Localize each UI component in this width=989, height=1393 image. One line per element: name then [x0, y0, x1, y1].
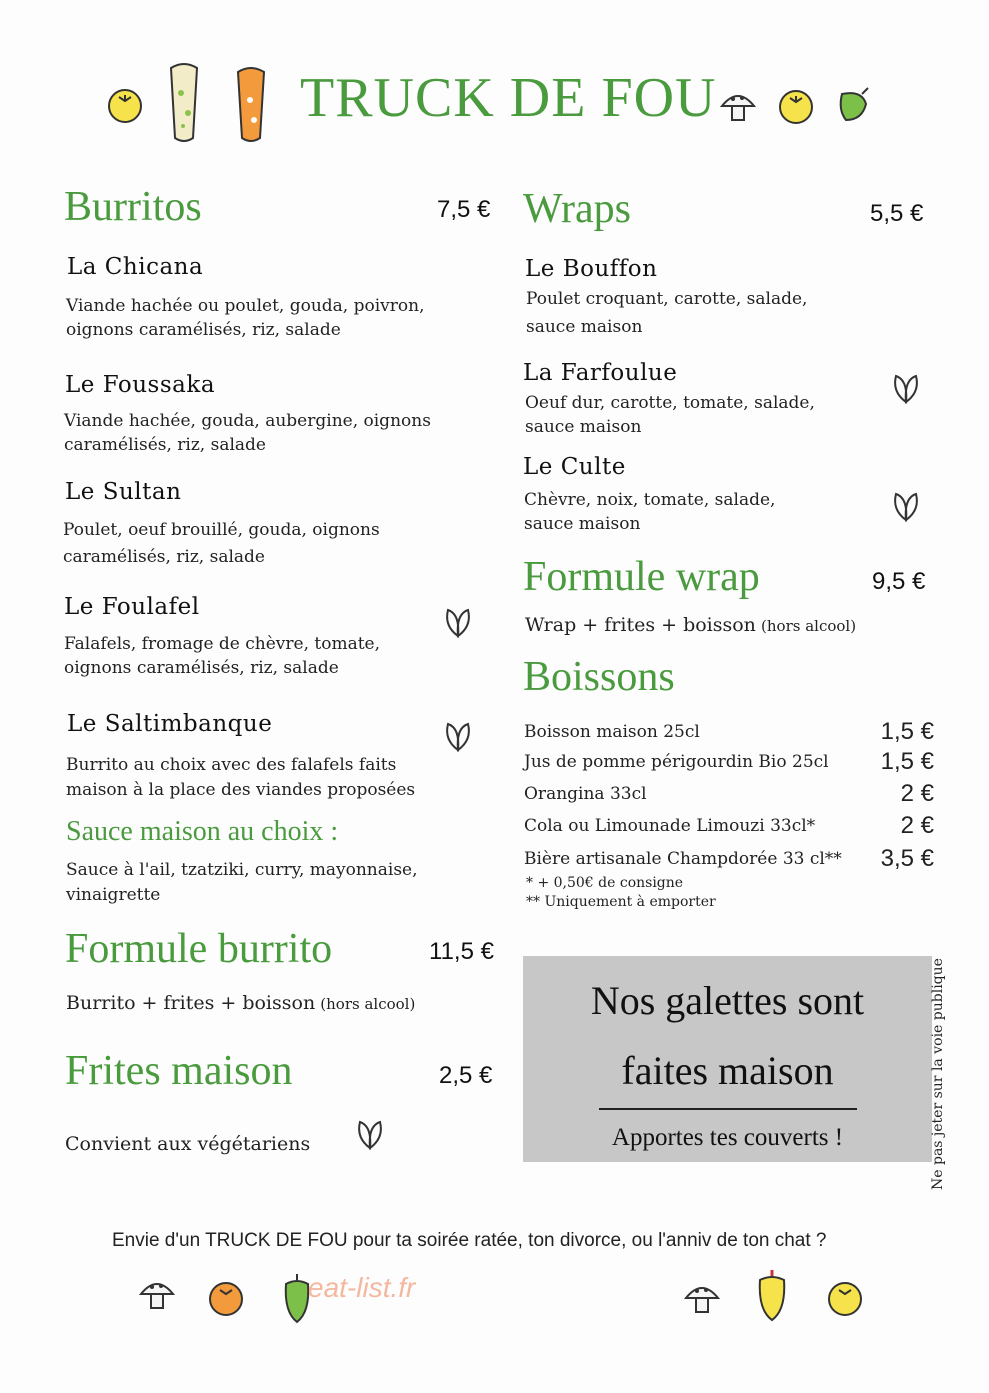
box-line: faites maison	[621, 1048, 834, 1093]
formule-burrito-note: (hors alcool)	[320, 995, 416, 1013]
box-line: Nos galettes sont	[590, 978, 865, 1023]
burrito-icon	[163, 58, 205, 144]
drink-name: Orangina 33cl	[524, 784, 647, 804]
watermark: eat-list.fr	[308, 1272, 416, 1303]
formule-wrap-price: 9,5 €	[872, 568, 926, 595]
item-name: Le Foulafel	[64, 594, 200, 620]
item-desc: maison à la place des viandes proposées	[66, 780, 416, 800]
formule-wrap-desc: Wrap + frites + boisson	[525, 614, 756, 636]
item-desc: Burrito au choix avec des falafels faits	[66, 755, 397, 775]
drink-price: 2 €	[900, 812, 934, 839]
drinks-footnote: ** Uniquement à emporter	[526, 894, 716, 910]
sauce-title: Sauce maison au choix :	[66, 816, 339, 847]
box-divider	[599, 1108, 857, 1110]
formule-burrito-title: Formule burrito	[65, 926, 333, 972]
drink-row	[524, 845, 934, 875]
drink-price: 2 €	[900, 780, 934, 807]
item-desc: caramélisés, riz, salade	[64, 435, 266, 455]
item-desc: sauce maison	[525, 417, 642, 437]
item-desc: Viande hachée ou poulet, gouda, poivron,	[66, 296, 425, 316]
item-desc: Chèvre, noix, tomate, salade,	[524, 490, 776, 510]
item-name: Le Bouffon	[525, 256, 658, 282]
restaurant-name: TRUCK DE FOU	[300, 67, 717, 129]
drink-row	[524, 718, 934, 748]
item-desc: sauce maison	[526, 317, 643, 337]
yellow-pepper-icon	[754, 1268, 790, 1322]
formule-burrito-price: 11,5 €	[429, 938, 494, 965]
frites-note: Convient aux végétariens	[65, 1133, 311, 1155]
item-desc: oignons caramélisés, riz, salade	[66, 320, 341, 340]
drink-name: Bière artisanale Champdorée 33 cl**	[524, 849, 842, 869]
leaf-icon	[888, 488, 924, 524]
formule-wrap-note: (hors alcool)	[761, 617, 857, 635]
mushroom-icon	[718, 86, 758, 126]
yellow-tomato-icon	[105, 85, 145, 125]
sauce-desc: vinaigrette	[66, 885, 161, 905]
pepper-icon	[832, 84, 874, 126]
burritos-title: Burritos	[64, 184, 202, 230]
drink-name: Boisson maison 25cl	[524, 722, 700, 742]
item-name: La Chicana	[67, 254, 204, 280]
leaf-icon	[352, 1116, 388, 1152]
drink-row	[524, 780, 934, 810]
drink-price: 3,5 €	[880, 845, 934, 872]
item-name: Le Culte	[523, 454, 626, 480]
burritos-price: 7,5 €	[437, 196, 491, 223]
item-desc: Poulet, oeuf brouillé, gouda, oignons	[63, 520, 380, 540]
drink-name: Cola ou Limounade Limouzi 33cl*	[524, 816, 816, 836]
item-desc: Oeuf dur, carotte, tomate, salade,	[525, 393, 815, 413]
drink-row	[524, 748, 934, 778]
wraps-title: Wraps	[523, 186, 631, 232]
frites-title: Frites maison	[65, 1048, 293, 1094]
item-name: La Farfoulue	[523, 360, 678, 386]
item-name: Le Foussaka	[65, 372, 216, 398]
formule-burrito-desc-line	[66, 991, 415, 1016]
item-desc: Viande hachée, gouda, aubergine, oignons	[64, 411, 431, 431]
frites-price: 2,5 €	[439, 1062, 493, 1089]
mushroom-icon	[137, 1274, 177, 1314]
yellow-tomato-icon	[825, 1278, 865, 1318]
box-subtitle: Apportes tes couverts !	[611, 1124, 844, 1151]
sauce-desc: Sauce à l'ail, tzatziki, curry, mayonnaise,	[66, 860, 418, 880]
boissons-title: Boissons	[523, 654, 675, 700]
yellow-tomato-icon	[776, 86, 816, 126]
formule-wrap-desc-line	[525, 613, 856, 638]
item-name: Le Sultan	[65, 479, 182, 505]
item-desc: Poulet croquant, carotte, salade,	[526, 289, 808, 309]
formule-burrito-desc: Burrito + frites + boisson	[66, 992, 316, 1014]
footer-text: Envie d'un TRUCK DE FOU pour ta soirée ratée, ton divorce, ou l'anniv de ton chat ?	[112, 1230, 827, 1251]
drink-name: Jus de pomme périgourdin Bio 25cl	[524, 752, 829, 772]
item-desc: Falafels, fromage de chèvre, tomate,	[64, 634, 381, 654]
drink-price: 1,5 €	[880, 748, 934, 775]
leaf-icon	[440, 604, 476, 640]
drink-row	[524, 812, 934, 842]
side-note: Ne pas jeter sur la voie publique	[930, 958, 946, 1190]
item-desc: caramélisés, riz, salade	[63, 547, 265, 567]
item-name: Le Saltimbanque	[67, 711, 273, 737]
drink-price: 1,5 €	[880, 718, 934, 745]
item-desc: sauce maison	[524, 514, 641, 534]
mushroom-icon	[682, 1278, 722, 1318]
item-desc: oignons caramélisés, riz, salade	[64, 658, 339, 678]
drinks-footnote: * + 0,50€ de consigne	[526, 875, 684, 891]
orange-tomato-icon	[206, 1278, 246, 1318]
homemade-box	[523, 956, 932, 1162]
burrito-orange-icon	[230, 60, 272, 144]
leaf-icon	[888, 370, 924, 406]
formule-wrap-title: Formule wrap	[523, 554, 760, 600]
leaf-icon	[440, 718, 476, 754]
wraps-price: 5,5 €	[870, 200, 924, 227]
